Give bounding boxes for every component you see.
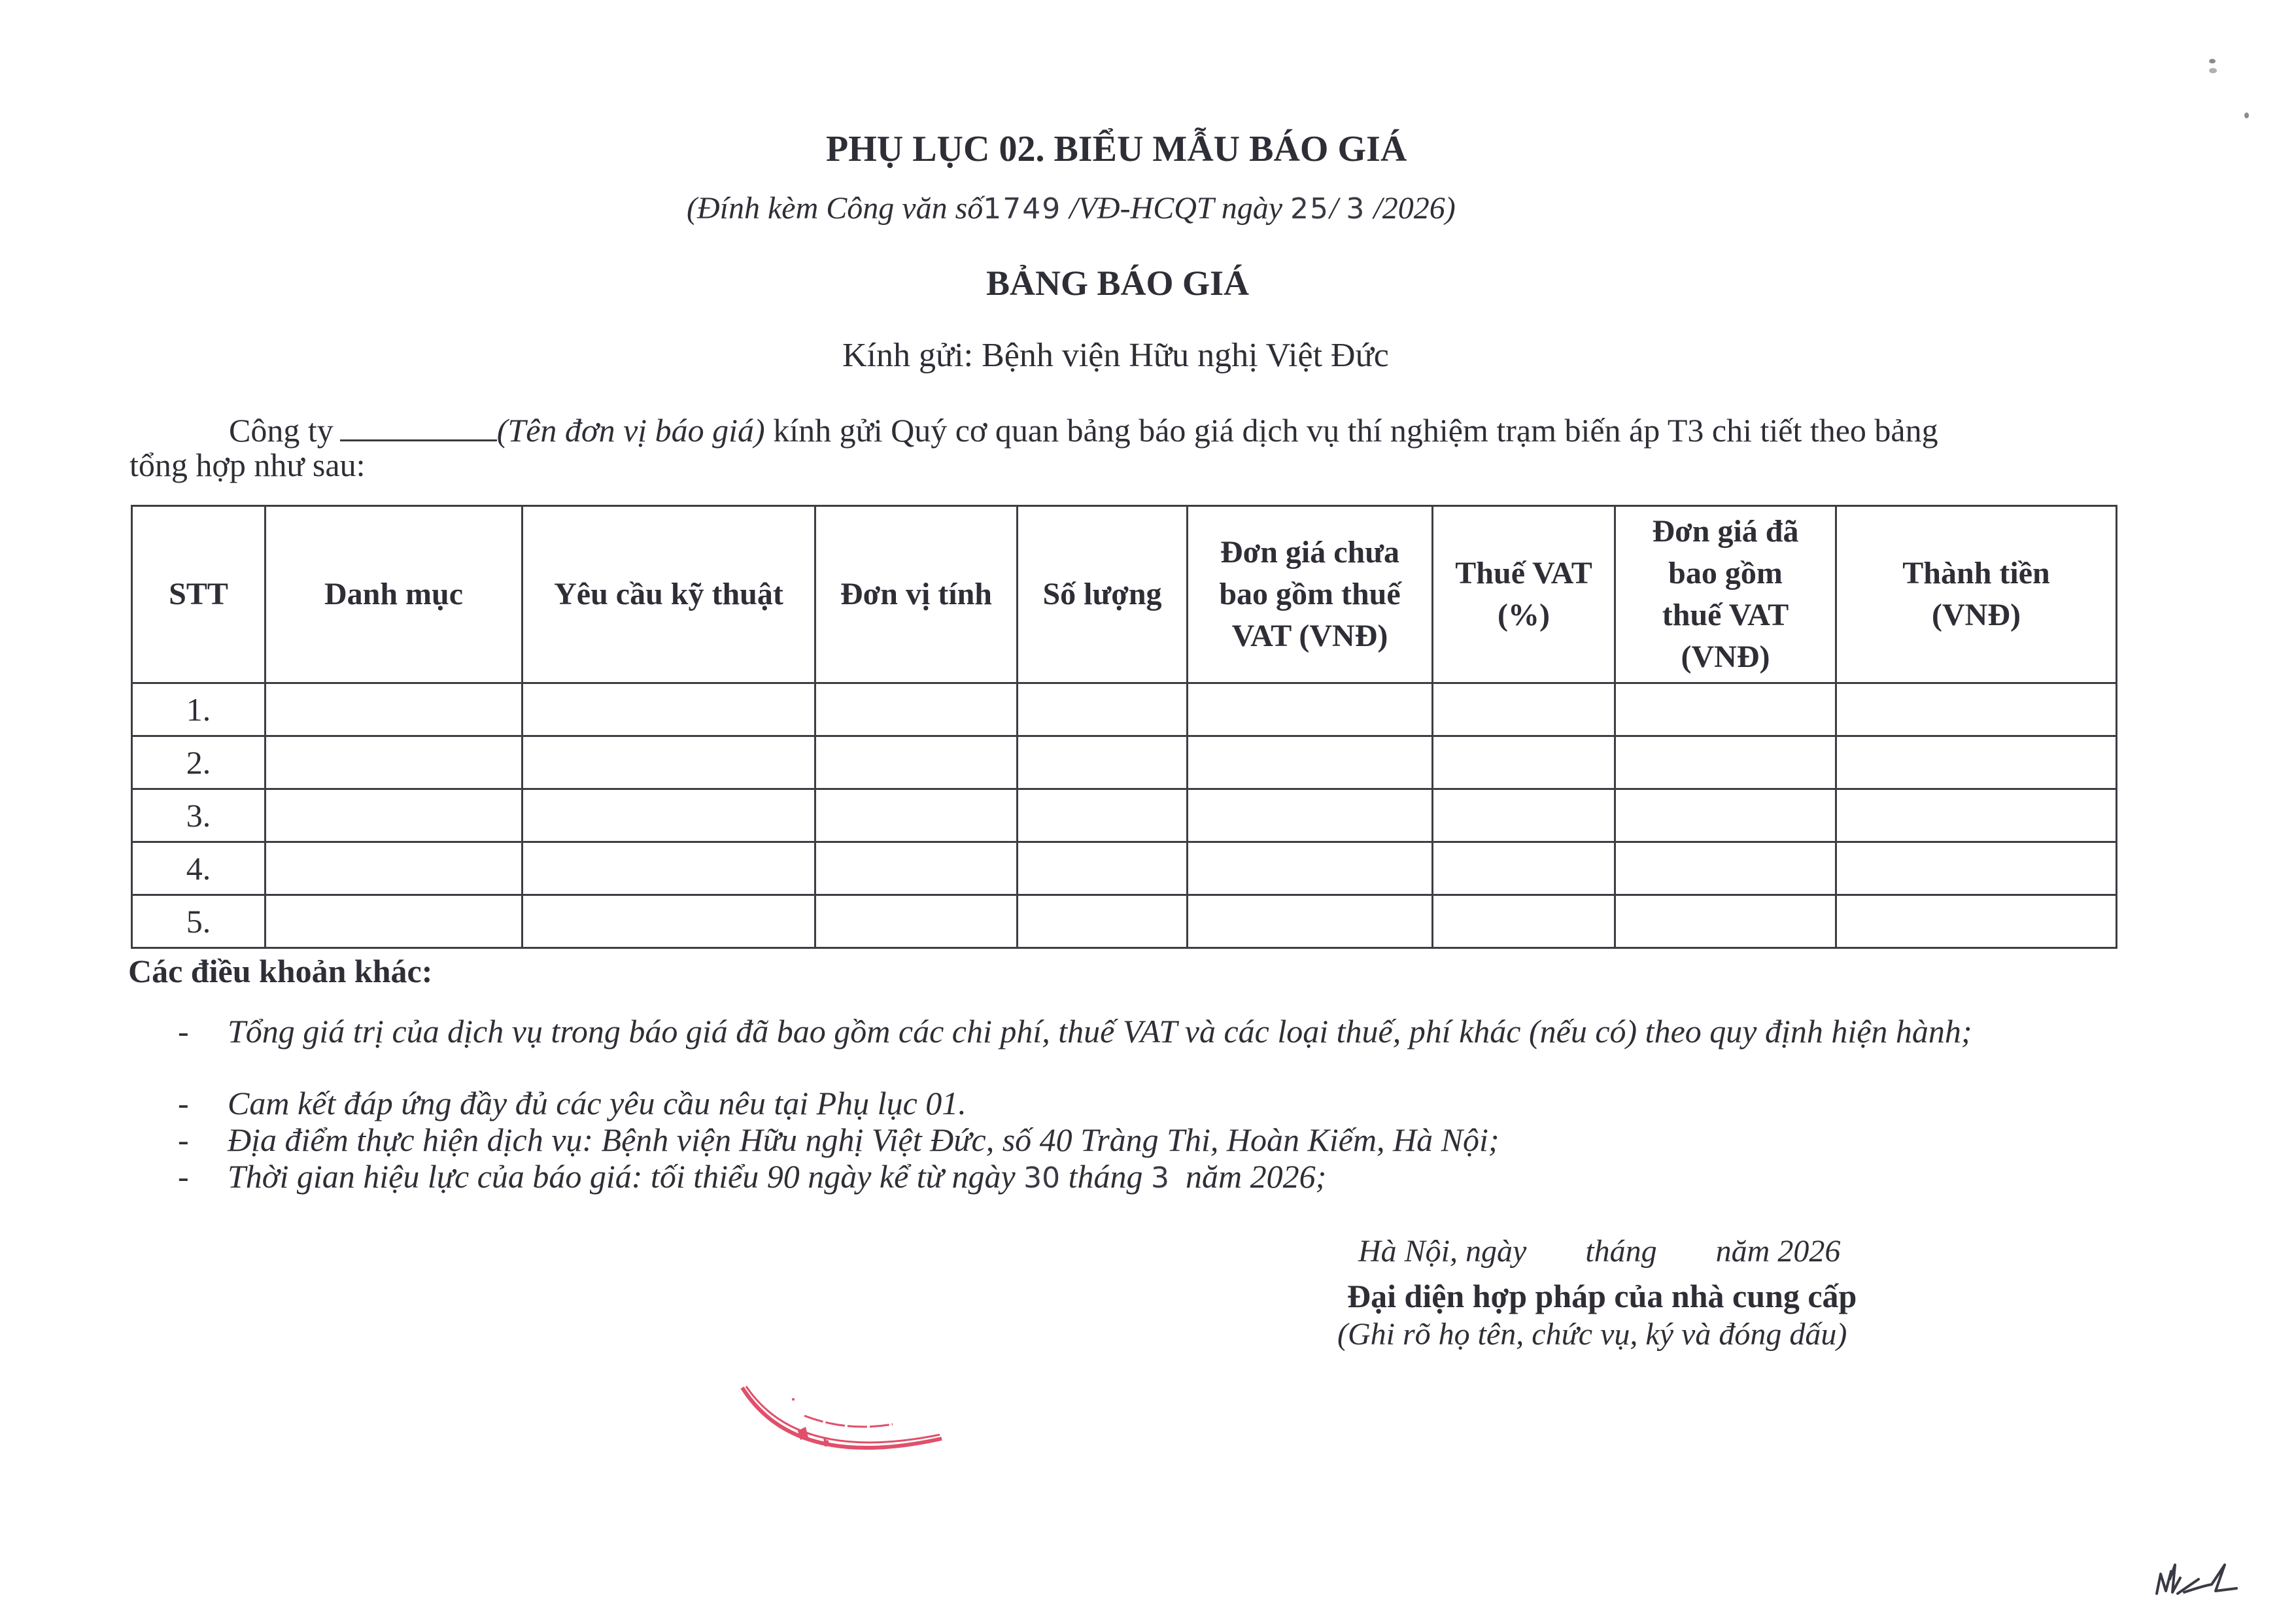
header-technical-requirements: Yêu cầu kỹ thuật (523, 506, 815, 683)
empty-cell[interactable] (1615, 895, 1836, 948)
empty-cell[interactable] (1018, 895, 1188, 948)
empty-cell[interactable] (1615, 842, 1836, 895)
empty-cell[interactable] (1433, 895, 1615, 948)
empty-cell[interactable] (1188, 842, 1433, 895)
handwritten-doc-number: 1749 (983, 192, 1062, 226)
empty-cell[interactable] (1433, 789, 1615, 842)
empty-cell[interactable] (523, 842, 815, 895)
header-unit-price-excl-vat: Đơn giá chưa bao gồm thuế VAT (VNĐ) (1188, 506, 1433, 683)
empty-cell[interactable] (1433, 683, 1615, 736)
header-quantity: Số lượng (1018, 506, 1188, 683)
term-item (178, 1122, 2074, 1158)
empty-cell[interactable] (1615, 736, 1836, 789)
row-stt: 2. (132, 736, 266, 789)
table-row (132, 842, 2117, 895)
empty-cell[interactable] (1836, 895, 2117, 948)
empty-cell[interactable] (1018, 842, 1188, 895)
validity-suffix: năm 2026; (1169, 1158, 1327, 1195)
table-row (132, 683, 2117, 736)
row-stt: 5. (132, 895, 266, 948)
scan-speck (2209, 68, 2217, 73)
table-row (132, 895, 2117, 948)
empty-cell[interactable] (1836, 789, 2117, 842)
attachment-reference (687, 190, 1456, 228)
empty-cell[interactable] (1188, 789, 1433, 842)
intro-text: kính gửi Quý cơ quan bảng báo giá dịch vụ thí nghiệm trạm biến áp T3 chi tiết theo bảng (764, 412, 1938, 449)
bullet-dash: - (178, 1085, 189, 1121)
signature-instruction: (Ghi rõ họ tên, chức vụ, ký và đóng dấu) (1337, 1317, 1847, 1352)
signatory-role: Đại diện hợp pháp của nhà cung cấp (1347, 1278, 1857, 1314)
empty-cell[interactable] (266, 842, 523, 895)
document-title: PHỤ LỤC 02. BIỂU MẪU BÁO GIÁ (826, 129, 1407, 169)
empty-cell[interactable] (1836, 683, 2117, 736)
empty-cell[interactable] (1018, 789, 1188, 842)
handwritten-day: 25 (1290, 192, 1330, 226)
year-label: năm 2026 (1715, 1234, 1841, 1269)
intro-line-2: tổng hợp như sau: (129, 447, 366, 483)
empty-cell[interactable] (1433, 736, 1615, 789)
attachment-suffix: /2026) (1365, 191, 1456, 226)
term-text: Tổng giá trị của dịch vụ trong báo giá đã bao gồm các chi phí, thuế VAT và các loại thuế, phí khác (nếu có) theo quy định hiện hành; (228, 1013, 1972, 1050)
empty-cell[interactable] (1188, 683, 1433, 736)
term-item-validity (178, 1159, 2074, 1196)
empty-cell[interactable] (1615, 789, 1836, 842)
header-unit-price-incl-vat: Đơn giá đã bao gồm thuế VAT (VNĐ) (1615, 506, 1836, 683)
empty-cell[interactable] (1615, 683, 1836, 736)
recipient-line: Kính gửi: Bệnh viện Hữu nghị Việt Đức (842, 337, 1389, 374)
empty-cell[interactable] (815, 683, 1018, 736)
table-header-row (132, 506, 2117, 683)
quote-table (131, 505, 2117, 949)
quote-table-heading: BẢNG BÁO GIÁ (986, 264, 1250, 303)
scan-speck (2244, 112, 2249, 118)
empty-cell[interactable] (1018, 683, 1188, 736)
handwritten-month: 3 (1346, 192, 1366, 226)
month-label: tháng (1585, 1234, 1657, 1269)
empty-cell[interactable] (523, 789, 815, 842)
empty-cell[interactable] (1018, 736, 1188, 789)
empty-cell[interactable] (266, 789, 523, 842)
empty-cell[interactable] (1188, 736, 1433, 789)
bullet-dash: - (178, 1158, 189, 1195)
table-row (132, 789, 2117, 842)
empty-cell[interactable] (1188, 895, 1433, 948)
header-unit: Đơn vị tính (815, 506, 1018, 683)
validity-month-label: tháng (1060, 1158, 1152, 1195)
row-stt: 4. (132, 842, 266, 895)
red-stamp-fragment (736, 1380, 965, 1478)
term-text: Cam kết đáp ứng đầy đủ các yêu cầu nêu tại Phụ lục 01. (228, 1085, 967, 1121)
term-item (178, 1085, 2074, 1121)
row-stt: 3. (132, 789, 266, 842)
empty-cell[interactable] (266, 736, 523, 789)
header-stt: STT (132, 506, 266, 683)
empty-cell[interactable] (815, 789, 1018, 842)
scan-speck (2209, 59, 2216, 63)
bullet-dash: - (178, 1013, 189, 1050)
term-text (228, 1159, 2074, 1196)
company-placeholder: (Tên đơn vị báo giá) (496, 412, 765, 449)
handwritten-validity-month: 3 (1151, 1161, 1170, 1195)
company-label: Công ty (229, 412, 334, 449)
term-item (178, 1014, 2074, 1050)
empty-cell[interactable] (1836, 736, 2117, 789)
empty-cell[interactable] (266, 683, 523, 736)
attachment-prefix: (Đính kèm Công văn số (687, 191, 984, 226)
handwritten-initials (2151, 1560, 2250, 1612)
empty-cell[interactable] (815, 842, 1018, 895)
place-date-prefix: Hà Nội, ngày (1358, 1234, 1527, 1269)
handwritten-validity-day: 30 (1023, 1161, 1061, 1195)
intro-line-1 (229, 411, 1938, 450)
date-separator: / (1329, 191, 1346, 226)
header-total: Thành tiền (VNĐ) (1836, 506, 2117, 683)
header-vat-rate: Thuế VAT (%) (1433, 506, 1615, 683)
empty-cell[interactable] (815, 895, 1018, 948)
empty-cell[interactable] (523, 895, 815, 948)
empty-cell[interactable] (815, 736, 1018, 789)
signature-place-date (1358, 1233, 1840, 1271)
empty-cell[interactable] (523, 736, 815, 789)
bullet-dash: - (178, 1121, 189, 1158)
row-stt: 1. (132, 683, 266, 736)
validity-prefix: Thời gian hiệu lực của báo giá: tối thiểu 90 ngày kể từ ngày (228, 1158, 1024, 1195)
header-category: Danh mục (266, 506, 523, 683)
empty-cell[interactable] (1433, 842, 1615, 895)
empty-cell[interactable] (523, 683, 815, 736)
table-row (132, 736, 2117, 789)
empty-cell[interactable] (1836, 842, 2117, 895)
term-text: Địa điểm thực hiện dịch vụ: Bệnh viện Hữu nghị Việt Đức, số 40 Tràng Thi, Hoàn Kiếm, Hà Nội; (228, 1121, 1499, 1158)
company-name-blank[interactable] (340, 413, 497, 441)
other-terms-heading: Các điều khoản khác: (128, 953, 433, 989)
empty-cell[interactable] (266, 895, 523, 948)
attachment-middle: /VĐ-HCQT ngày (1061, 191, 1291, 226)
